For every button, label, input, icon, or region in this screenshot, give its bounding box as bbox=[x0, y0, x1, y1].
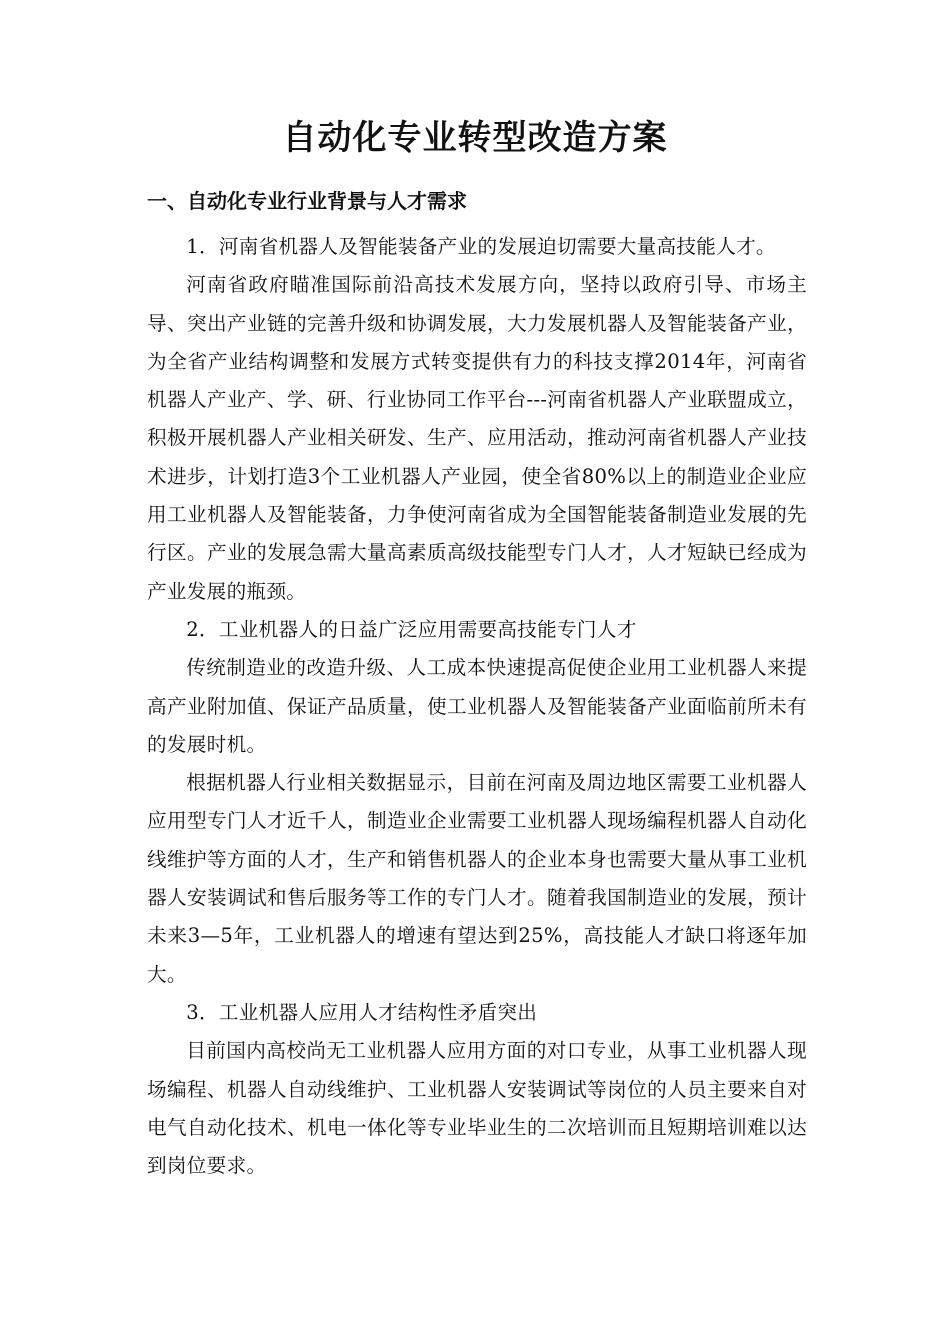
paragraph: 传统制造业的改造升级、人工成本快速提高促使企业用工业机器人来提高产业附加值、保证产品质量，使工业机器人及智能装备产业面临前所未有的发展时机。 bbox=[147, 656, 807, 756]
section-body bbox=[147, 228, 807, 1185]
paragraph: 河南省政府瞄准国际前沿高技术发展方向，坚持以政府引导、市场主导、突出产业链的完善升级和协调发展，大力发展机器人及智能装备产业，为全省产业结构调整和发展方式转变提供有力的科技支撑2014年，河南省机器人产业产、学、研、行业协同工作平台---河南省机器人产业联盟成立，积极开展机器人产业相关研发、生产、应用活动，推动河南省机器人产业技术进步，计划打造3个工业机器人产业园，使全省80%以上的制造业企业应用工业机器人及智能装备，力争使河南省成为全国智能装备制造业发展的先行区。产业的发展急需大量高素质高级技能型专门人才，人才短缺已经成为产业发展的瓶颈。 bbox=[147, 273, 807, 603]
subheading-3: 3．工业机器人应用人才结构性矛盾突出 bbox=[186, 1000, 538, 1024]
subheading-2: 2．工业机器人的日益广泛应用需要高技能专门人才 bbox=[186, 617, 637, 641]
section-heading: 一、自动化专业行业背景与人才需求 bbox=[147, 189, 467, 213]
document-title: 自动化专业转型改造方案 bbox=[282, 118, 668, 158]
paragraph: 目前国内高校尚无工业机器人应用方面的对口专业，从事工业机器人现场编程、机器人自动线维护、工业机器人安装调试等岗位的人员主要来自对电气自动化技术、机电一体化等专业毕业生的二次培训而且短期培训难以达到岗位要求。 bbox=[147, 1039, 807, 1178]
paragraph: 根据机器人行业相关数据显示，目前在河南及周边地区需要工业机器人应用型专门人才近千人，制造业企业需要工业机器人现场编程机器人自动化线维护等方面的人才，生产和销售机器人的企业本身也需要大量从事工业机器人安装调试和售后服务等工作的专门人才。随着我国制造业的发展，预计未来3—5年，工业机器人的增速有望达到25%，高技能人才缺口将逐年加大。 bbox=[147, 771, 807, 986]
subheading-1: 1．河南省机器人及智能装备产业的发展迫切需要大量高技能人才。 bbox=[186, 235, 776, 258]
